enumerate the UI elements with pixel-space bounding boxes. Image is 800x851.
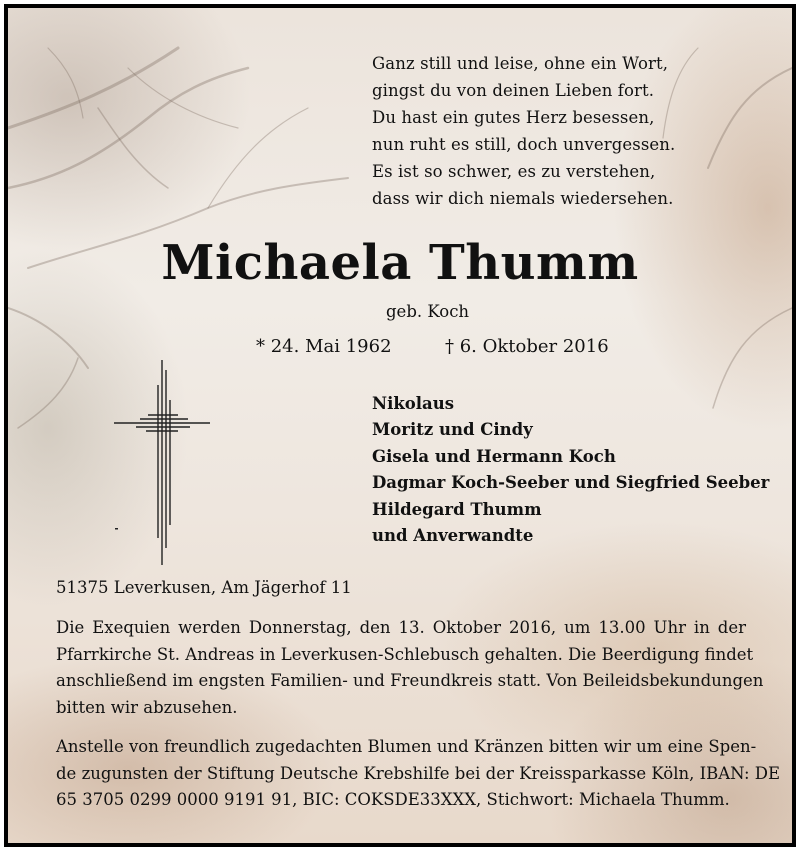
mourners-list xyxy=(372,391,769,549)
maiden-name: geb. Koch xyxy=(386,302,470,321)
poem-verse xyxy=(372,50,675,212)
deceased-name: Michaela Thumm xyxy=(161,235,639,291)
poem-line: Ganz still und leise, ohne ein Wort, xyxy=(372,54,669,73)
family-address: 51375 Leverkusen, Am Jägerhof 11 xyxy=(56,578,352,597)
paragraph-line: anschließend im engsten Familien- und Freundkreis statt. Von Beileidsbekundungen xyxy=(56,671,764,690)
paragraph-line: Anstelle von freundlich zugedachten Blumen und Kränzen bitten wir um eine Spen- xyxy=(56,737,757,756)
death-date: † 6. Oktober 2016 xyxy=(445,336,609,357)
birth-date: * 24. Mai 1962 xyxy=(256,336,392,357)
paragraph-line: 65 3705 0299 0000 9191 91, BIC: COKSDE33XXX, Stichwort: Michaela Thumm. xyxy=(56,790,730,809)
donation-request-paragraph xyxy=(56,734,781,814)
poem-line: nun ruht es still, doch unvergessen. xyxy=(372,135,676,154)
poem-line: gingst du von deinen Lieben fort. xyxy=(372,81,655,100)
paragraph-line: bitten wir abzusehen. xyxy=(56,697,238,717)
mourner-name: Gisela und Hermann Koch xyxy=(372,446,616,466)
obituary-frame xyxy=(4,4,796,847)
mourner-name: und Anverwandte xyxy=(372,526,534,546)
funeral-notice-paragraph xyxy=(56,615,764,721)
mourner-name: Moritz und Cindy xyxy=(372,420,533,440)
paragraph-line: Die Exequien werden Donnerstag, den 13. Oktober 2016, um 13.00 Uhr in der xyxy=(56,618,746,637)
cross-icon xyxy=(112,360,212,570)
poem-line: dass wir dich niemals wiedersehen. xyxy=(372,189,674,208)
mourner-name: Nikolaus xyxy=(372,394,455,413)
poem-line: Du hast ein gutes Herz besessen, xyxy=(372,108,655,127)
obituary-card xyxy=(8,8,792,843)
poem-line: Es ist so schwer, es zu verstehen, xyxy=(372,162,656,181)
paragraph-line: Pfarrkirche St. Andreas in Leverkusen-Schlebusch gehalten. Die Beerdigung findet xyxy=(56,644,754,664)
paragraph-line: de zugunsten der Stiftung Deutsche Krebshilfe bei der Kreissparkasse Köln, IBAN: DE xyxy=(56,763,781,783)
mourner-name: Dagmar Koch-Seeber und Siegfried Seeber xyxy=(372,473,770,493)
mourner-name: Hildegard Thumm xyxy=(372,499,542,519)
